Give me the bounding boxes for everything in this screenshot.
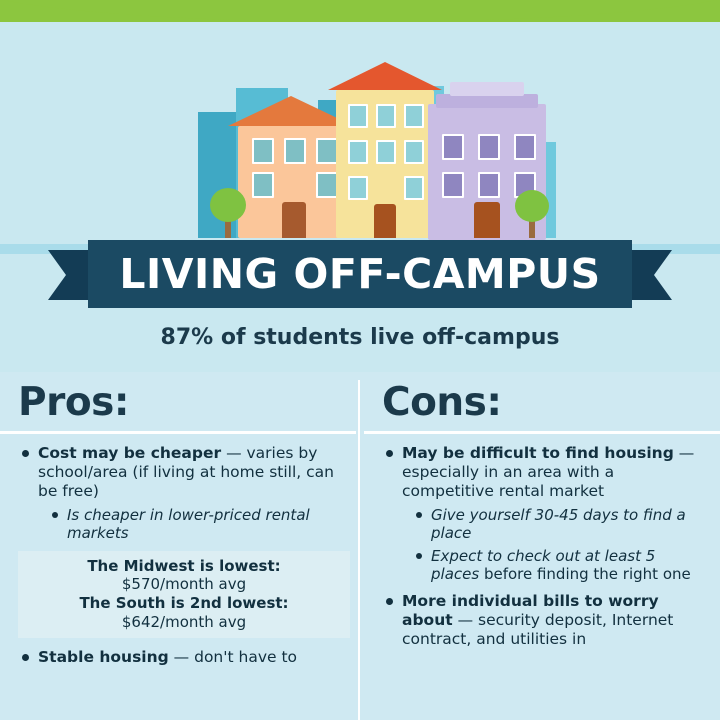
list-item — [386, 444, 706, 583]
tree-left — [208, 180, 248, 238]
sub-item-lead: Give yourself 30-45 days to find a place — [431, 505, 686, 542]
item-lead: Cost may be cheaper — [38, 444, 222, 462]
list-item — [52, 506, 342, 542]
pros-list-continued — [0, 648, 356, 667]
pros-rule — [0, 431, 356, 434]
pros-list — [0, 444, 356, 542]
item-lead: More individual bills to worry about — [402, 591, 659, 629]
column-cons — [364, 372, 720, 720]
sub-item-lead: Is cheaper in lower-priced rental markets — [67, 505, 310, 542]
title-ribbon — [0, 240, 720, 310]
page-title: LIVING OFF-CAMPUS — [119, 250, 601, 298]
callout-label: The South is 2nd lowest: — [79, 594, 289, 613]
cons-heading: Cons: — [382, 380, 502, 425]
cons-list — [364, 444, 720, 648]
page-subtitle: 87% of students live off-campus — [160, 325, 560, 350]
tree-right — [512, 182, 552, 238]
top-green-band — [0, 0, 720, 22]
item-lead: Stable housing — [38, 647, 169, 666]
column-divider — [358, 380, 360, 720]
sub-item-rest: before finding the right one — [479, 564, 691, 583]
ribbon-center — [88, 240, 632, 308]
pros-heading: Pros: — [18, 380, 129, 425]
houses-group — [0, 56, 720, 246]
item-rest: — security deposit, Internet contract, and utilities in — [402, 610, 674, 648]
callout-value: $570/month avg — [121, 575, 247, 594]
list-item — [386, 592, 706, 649]
callout-value: $642/month avg — [121, 612, 247, 631]
list-item — [22, 444, 342, 542]
pros-sublist — [38, 506, 342, 542]
cons-rule — [364, 431, 720, 434]
house-yellow — [330, 62, 440, 238]
item-rest: — especially in an area with a competitive rental market — [402, 444, 695, 500]
item-lead: May be difficult to find housing — [402, 444, 674, 462]
list-item — [22, 648, 342, 667]
ribbon-tail-right — [626, 250, 672, 300]
callout-label: The Midwest is lowest: — [87, 556, 281, 575]
callout-midwest — [18, 551, 350, 638]
pros-cons-section — [0, 372, 720, 720]
list-item — [416, 547, 706, 583]
sub-item-lead: Expect to check out at least 5 places — [431, 546, 656, 583]
item-rest: — varies by school/area (if living at home still, can be free) — [38, 444, 334, 500]
column-pros — [0, 372, 356, 720]
item-rest: — don't have to — [168, 647, 298, 666]
cons-sublist — [402, 506, 706, 583]
list-item — [416, 506, 706, 542]
